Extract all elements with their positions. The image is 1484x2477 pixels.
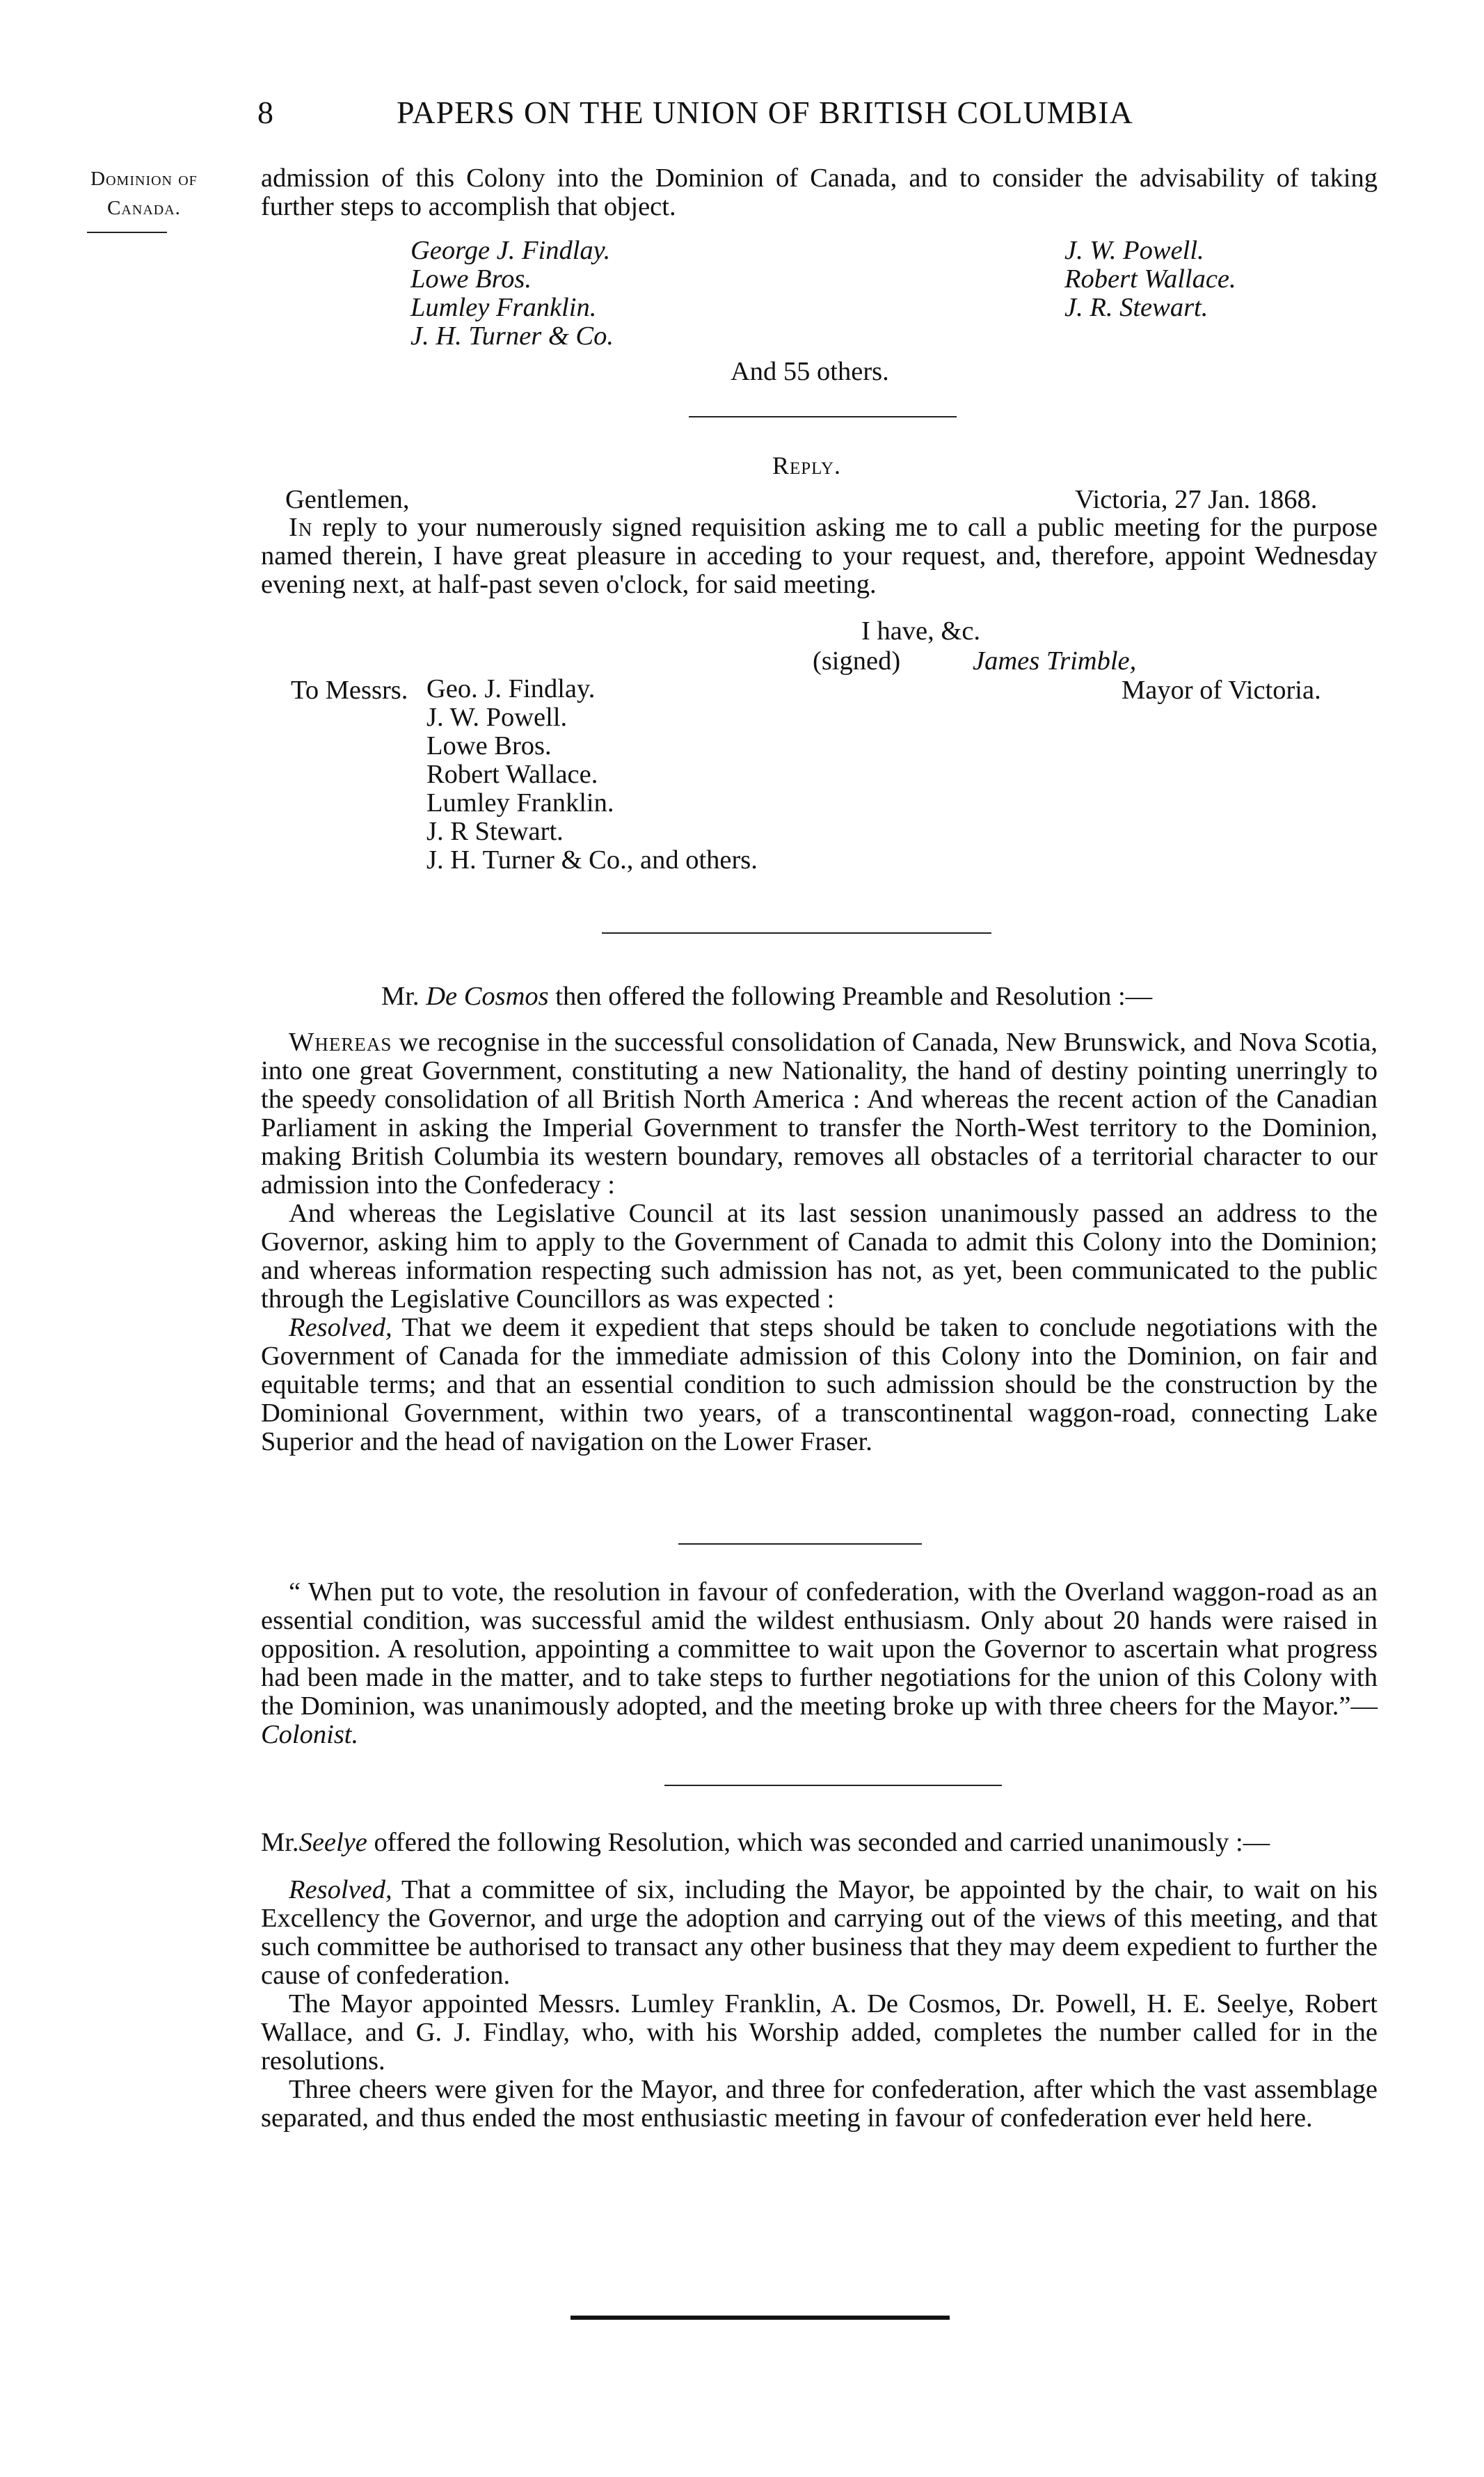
section-rule [689, 416, 957, 417]
signatory: Lumley Franklin. [410, 293, 597, 322]
signatory: Robert Wallace. [1064, 264, 1236, 294]
addressee: Geo. J. Findlay. [426, 674, 596, 703]
addressee: J. R Stewart. [426, 817, 564, 846]
preamble-para1: we recognise in the successful consolidation of Canada, New Brunswick, and Nova Scotia, into one great Government, constituting a new Nationality, the hand of destiny pointing unerringly to the speedy consolidation of all British North America : And whereas the recent action of the Canadian Parliament in asking the Imperial Government to transfer the North-West territory to the Dominion, making British Columbia its western boundary, removes all obstacles of a territorial character to our admission into the Confederacy : [261, 1028, 1378, 1200]
signatory: J. H. Turner & Co. [410, 321, 614, 351]
preamble-intro-name: De Cosmos [426, 982, 549, 1011]
quote-block [261, 1578, 1378, 1749]
margin-note-line2: Canada. [107, 197, 181, 219]
seelye-intro-name: Seelye [298, 1828, 367, 1857]
page-number: 8 [257, 95, 273, 130]
section-rule [678, 1543, 922, 1545]
reply-body-text: reply to your numerously signed requisition asking me to call a public meeting for the purpose named therein, I have great pleasure in acceding to your request, and, therefore, appoint Wednesday evening next, at half-past seven o'clock, for said meeting. [261, 513, 1378, 599]
requisition-text [261, 164, 1378, 221]
signatory: George J. Findlay. [410, 236, 611, 265]
reply-body [261, 513, 1378, 599]
quote-text: “ When put to vote, the resolution in favour of confederation, with the Overland waggon-road as an essential condition, was successful amid the wildest enthusiasm. Only about 20 hands were raised in opposition. A resolution, appointing a committee to wait upon the Governor to ascertain what progress had been made in the matter, and to take steps to further negotiations for the union of this Colony with the Dominion, was unanimously adopted, and the meeting broke up with three cheers for the Mayor.”— [261, 1577, 1378, 1721]
preamble-whereas: Whereas [289, 1028, 392, 1057]
margin-note-line1: Dominion of [90, 168, 198, 190]
seelye-para2: The Mayor appointed Messrs. Lumley Franklin, A. De Cosmos, Dr. Powell, H. E. Seelye, Robert Wallace, and G. J. Findlay, who, with his Worship added, completes the number called for in the resolutions. [261, 1989, 1378, 2076]
and-others: And 55 others. [731, 357, 889, 386]
running-title: PAPERS ON THE UNION OF BRITISH COLUMBIA [397, 95, 1133, 130]
addressee: Lumley Franklin. [426, 788, 614, 818]
reply-salutation: Gentlemen, [285, 485, 410, 514]
reply-signer: James Trimble, [973, 646, 1137, 676]
signatory: J. W. Powell. [1064, 236, 1204, 265]
seelye-para3: Three cheers were given for the Mayor, and three for confederation, after which the vast assemblage separated, and thus ended the most enthusiastic meeting in favour of confederation ever held here. [261, 2075, 1378, 2133]
section-rule [602, 932, 991, 934]
preamble-para2: And whereas the Legislative Council at its last session unanimously passed an address to the Governor, asking him to apply to the Government of Canada to admit this Colony into the Dominion; and whereas information respecting such admission has not, as yet, been communicated to the public through the Legislative Councillors as was expected : [261, 1199, 1378, 1314]
reply-signer-title: Mayor of Victoria. [1122, 676, 1321, 705]
closing-rule [571, 2316, 950, 2320]
signatories-right [1064, 237, 1236, 322]
signatories-left [410, 237, 614, 351]
addressee: J. H. Turner & Co., and others. [426, 845, 758, 875]
reply-heading: Reply. [772, 452, 842, 479]
signatory: Lowe Bros. [410, 264, 532, 294]
seelye-resolved: Resolved, [289, 1875, 392, 1904]
signatory: J. R. Stewart. [1064, 293, 1208, 322]
seelye-intro-rest: offered the following Resolution, which was seconded and carried unanimously :— [374, 1828, 1270, 1857]
margin-note-rule [87, 232, 167, 233]
quote-source: Colonist. [261, 1720, 359, 1749]
preamble-resolved: Resolved, [289, 1313, 392, 1342]
addressee: J. W. Powell. [426, 703, 568, 732]
margin-note [50, 164, 238, 223]
seelye-intro [261, 1829, 1378, 1857]
reply-closing: I have, &c. [861, 616, 981, 646]
seelye-body [261, 1876, 1378, 2133]
reply-place-date: Victoria, 27 Jan. 1868. [1075, 485, 1318, 514]
requisition-paragraph: admission of this Colony into the Dominion of Canada, and to consider the advisability of taking further steps to accomplish that object. [261, 164, 1378, 221]
reply-first-word: In [289, 513, 313, 542]
preamble-body [261, 1028, 1378, 1456]
seelye-para1: That a committee of six, including the Mayor, be appointed by the chair, to wait on his Excellency the Governor, and urge the adoption and carrying out of the views of this meeting, and that such committee be authorised to transact any other business that they may deem expedient to further the cause of confederation. [261, 1875, 1378, 1990]
addressee-list [426, 675, 758, 875]
to-messrs-label: To Messrs. [291, 676, 408, 705]
preamble-intro [381, 981, 1152, 1012]
addressee: Robert Wallace. [426, 760, 598, 789]
addressee: Lowe Bros. [426, 731, 552, 760]
reply-signed-label: (signed) [813, 646, 901, 676]
seelye-intro-prefix: Mr. [261, 1828, 299, 1857]
section-rule [664, 1785, 1002, 1786]
preamble-para3: That we deem it expedient that steps should be taken to conclude negotiations with the Government of Canada for the immediate admission of this Colony into the Dominion, on fair and equitable terms; and that an essential condition to such admission should be the construction by the Dominional Government, within two years, of a transcontinental waggon-road, connecting Lake Superior and the head of navigation on the Lower Fraser. [261, 1313, 1378, 1456]
preamble-intro-rest: then offered the following Preamble and Resolution :— [555, 982, 1153, 1011]
preamble-intro-prefix: Mr. [381, 982, 420, 1011]
